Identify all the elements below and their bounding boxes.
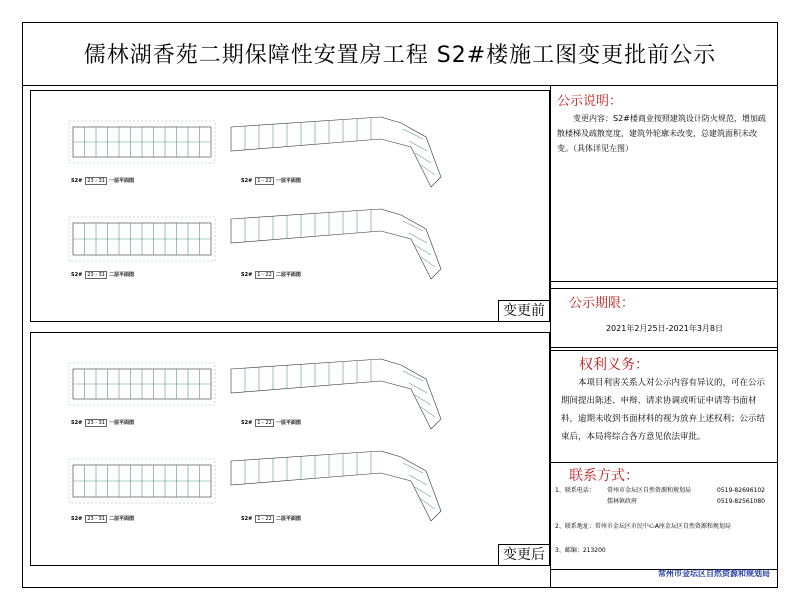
rights-heading: 权利义务：: [579, 357, 649, 373]
rights-body: 本项目利害关系人对公示内容有异议的，可在公示期间提出陈述、申辩、请求协调或听证申请等书面材料，逾期未收到书面材料的视为放弃上述权利；公示结束后，本局将综合各方意见依法审批。: [561, 378, 766, 442]
notice-section: [551, 86, 778, 282]
phone-label: 1、联系电话：: [555, 487, 595, 494]
plan-wing: [231, 209, 441, 279]
plan-wall: [409, 141, 427, 151]
plan-label: S2# 1 - 22 二层平面图: [241, 272, 301, 278]
panel-after-change: [30, 332, 550, 566]
page-title: 儒林湖香苑二期保障性安置房工程 S2#楼施工图变更批前公示: [22, 22, 778, 86]
phone-org: 儒林镇政府: [607, 498, 638, 505]
plan-wall: [403, 129, 423, 139]
plan-wall: [403, 221, 423, 231]
plan-wall: [409, 233, 427, 243]
plan-wall: [403, 371, 423, 381]
plan-wall: [409, 383, 427, 393]
plan-label: S2# 23 - 31 一层平面图: [71, 178, 135, 184]
phone-number: 0519-82561080: [717, 498, 765, 505]
plan-label: S2# 23 - 31 二层平面图: [71, 516, 135, 522]
plan-label: S2# 1 - 22 一层平面图: [241, 178, 301, 184]
plan-outline: [231, 209, 441, 279]
info-sidebar: [550, 86, 778, 588]
notice-body: 变更内容：S2#楼商业按照建筑设计防火规范，增加疏散楼梯及疏散宽度，建筑外轮廓未改变，总建筑面积未改变。（具体详见左图）: [557, 114, 766, 153]
after-drawings: [31, 333, 551, 567]
plan-wall: [421, 257, 435, 267]
contact-section: [551, 462, 778, 570]
plan-wall: [421, 407, 435, 417]
plan-drawings-area: [30, 90, 550, 566]
plan-wall: [409, 475, 427, 485]
plan-label: S2# 1 - 22 一层平面图: [241, 420, 301, 426]
contact-phone-row: [555, 485, 774, 496]
plan-wall: [415, 153, 431, 163]
contact-postcode: 3、邮编：213200: [555, 547, 606, 554]
contact-address: 2、联系地址：常州市金坛区市民中心A座金坛区自然资源和规划局: [555, 523, 731, 530]
plan-wall: [415, 245, 431, 255]
plan-wing: [231, 451, 441, 521]
before-tag: 变更前: [498, 300, 549, 321]
contact-heading: 联系方式：: [569, 468, 639, 484]
plan-wall: [415, 487, 431, 497]
rights-section: [551, 350, 778, 462]
plan-label: S2# 23 - 31 一层平面图: [71, 420, 135, 426]
plan-label: S2# 23 - 31 二层平面图: [71, 272, 135, 278]
plan-wall: [415, 395, 431, 405]
plan-wall: [403, 463, 423, 473]
phone-number: 0519-82696102: [717, 487, 765, 494]
period-heading: 公示期限：: [569, 296, 635, 311]
period-section: [551, 288, 778, 348]
after-tag: 变更后: [498, 544, 549, 565]
panel-before-change: [30, 90, 550, 322]
notice-heading: 公示说明：: [557, 94, 623, 109]
plan-wall: [421, 499, 435, 509]
plan-label: S2# 1 - 22 二层平面图: [241, 516, 301, 522]
issuer-footer: 常州市金坛区自然资源和规划局: [658, 569, 770, 578]
period-value: 2021年2月25日-2021年3月8日: [605, 324, 724, 333]
before-drawings: [31, 91, 551, 323]
plan-outline: [231, 451, 441, 521]
plan-wall: [421, 165, 435, 175]
contact-phone-row: [555, 496, 774, 507]
phone-org: 常州市金坛区自然资源和规划局: [607, 487, 692, 494]
